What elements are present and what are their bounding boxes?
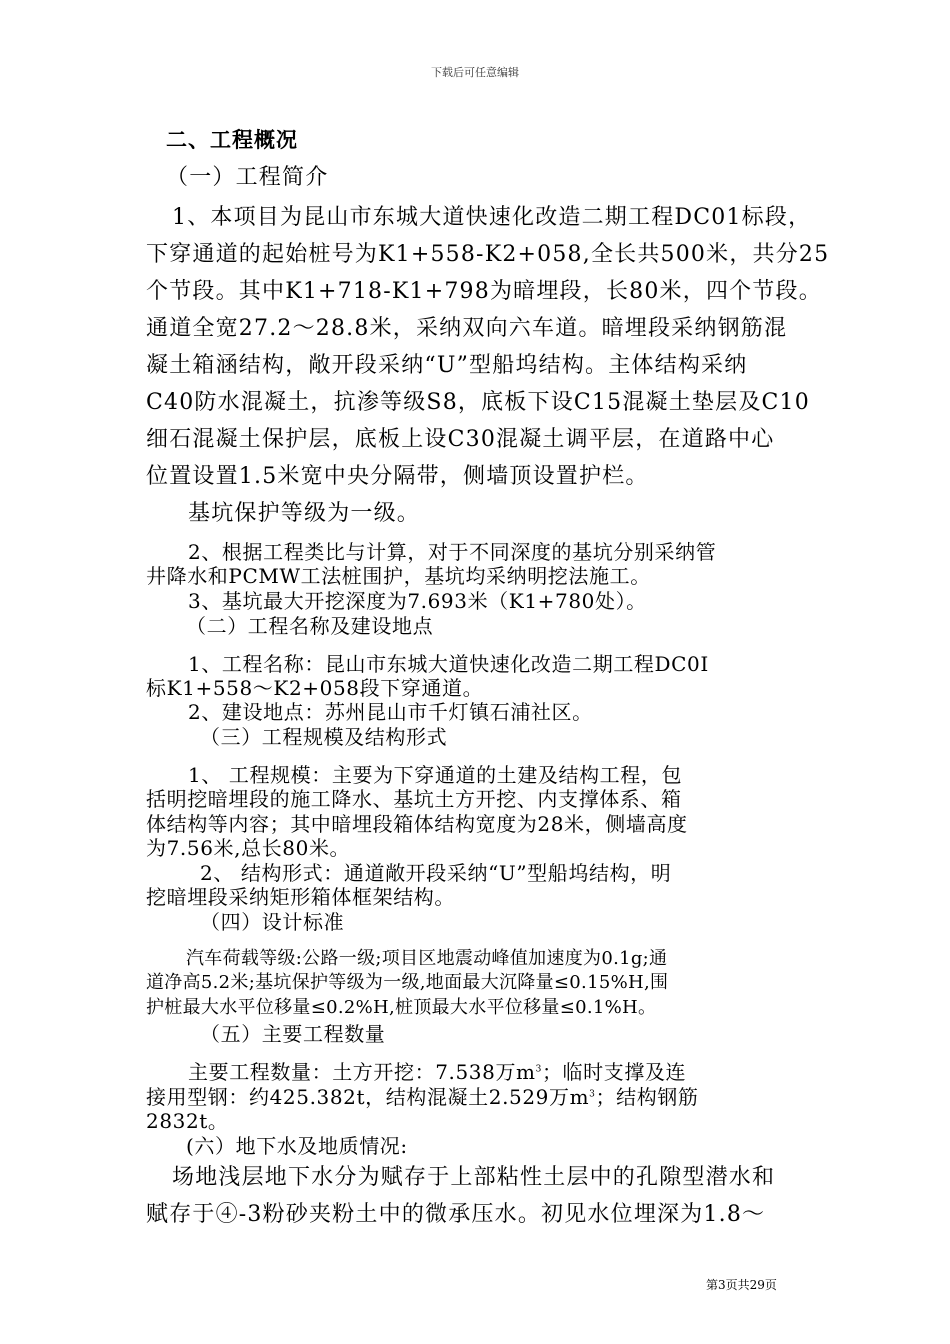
page-footer: 第3页共29页 (706, 1278, 777, 1292)
quantity-text: 主要工程数量：土方开挖：7.538万m (188, 1060, 536, 1084)
paragraph-line (146, 1081, 699, 1110)
paragraph-line: 3、基坑最大开挖深度为7.693米（K1+780处）。 (188, 589, 647, 613)
paragraph-line: 体结构等内容；其中暗埋段箱体结构宽度为28米，侧墙高度 (146, 812, 688, 836)
paragraph-line: 1、 工程规模：主要为下穿通道的土建及结构工程，包 (188, 763, 683, 787)
page-header: 下载后可任意编辑 (431, 66, 519, 79)
paragraph-line: 通道全宽27.2～28.8米，采纳双向六车道。暗埋段采纳钢筋混 (146, 316, 788, 341)
paragraph-line: 井降水和PCMW工法桩围护，基坑均采纳明挖法施工。 (146, 564, 651, 588)
paragraph-line: 1、工程名称：昆山市东城大道快速化改造二期工程DC0I (188, 652, 709, 676)
subsection-heading-4: （四）设计标准 (200, 910, 345, 934)
paragraph-line: 场地浅层地下水分为赋存于上部粘性土层中的孔隙型潜水和 (172, 1165, 776, 1190)
paragraph-line: 2832t。 (146, 1109, 229, 1133)
paragraph-line: 1、本项目为昆山市东城大道快速化改造二期工程DC01标段， (172, 205, 812, 230)
paragraph-line: 个节段。其中K1+718-K1+798为暗埋段，长80米，四个节段。 (146, 279, 822, 304)
paragraph-line: 基坑保护等级为一级。 (188, 501, 421, 526)
quantity-text: ；临时支撑及连 (541, 1060, 687, 1084)
paragraph-line: 凝土箱涵结构，敞开段采纳“U”型船坞结构。主体结构采纳 (146, 353, 748, 378)
section-title: 二、工程概况 (166, 127, 298, 152)
paragraph-line: 位置设置1.5米宽中央分隔带，侧墙顶设置护栏。 (146, 464, 649, 489)
quantity-text: ；结构钢筋 (595, 1085, 699, 1109)
subsection-heading-2: （二）工程名称及建设地点 (186, 614, 434, 638)
paragraph-line: 汽车荷载等级:公路一级;项目区地震动峰值加速度为0.1g;通 (186, 948, 668, 969)
paragraph-line: 2、 结构形式：通道敞开段采纳“U”型船坞结构，明 (200, 861, 672, 885)
paragraph-line: 2、建设地点：苏州昆山市千灯镇石浦社区。 (188, 700, 593, 724)
paragraph-line: 下穿通道的起始桩号为K1+558-K2+058,全长共500米，共分25 (146, 242, 830, 267)
subsection-heading-5: （五）主要工程数量 (200, 1022, 386, 1046)
superscript-cubed: 3 (535, 1064, 542, 1075)
paragraph-line: 2、根据工程类比与计算，对于不同深度的基坑分别采纳管 (188, 540, 717, 564)
paragraph-line: 赋存于④-3粉砂夹粉土中的微承压水。初见水位埋深为1.8～ (146, 1202, 766, 1227)
subsection-heading-1: （一）工程简介 (166, 165, 329, 190)
paragraph-line: 为7.56米,总长80米。 (146, 836, 351, 860)
subsection-heading-6: (六）地下水及地质情况: (186, 1134, 408, 1158)
quantity-text: 接用型钢：约425.382t，结构混凝土2.529万m (146, 1085, 590, 1109)
paragraph-line: 道净高5.2米;基坑保护等级为一级,地面最大沉降量≤0.15%H,围 (146, 972, 669, 993)
superscript-cubed: 3 (589, 1089, 596, 1100)
subsection-heading-3: （三）工程规模及结构形式 (200, 725, 448, 749)
paragraph-line: 标K1+558～K2+058段下穿通道。 (146, 676, 484, 700)
paragraph-line: 挖暗埋段采纳矩形箱体框架结构。 (146, 885, 455, 909)
paragraph-line: 细石混凝土保护层，底板上设C30混凝土调平层，在道路中心 (146, 427, 775, 452)
paragraph-line: C40防水混凝土，抗渗等级S8，底板下设C15混凝土垫层及C10 (146, 390, 810, 415)
paragraph-line: 括明挖暗埋段的施工降水、基坑土方开挖、内支撑体系、箱 (146, 787, 682, 811)
paragraph-line: 护桩最大水平位移量≤0.2%H,桩顶最大水平位移量≤0.1%H。 (146, 997, 657, 1018)
